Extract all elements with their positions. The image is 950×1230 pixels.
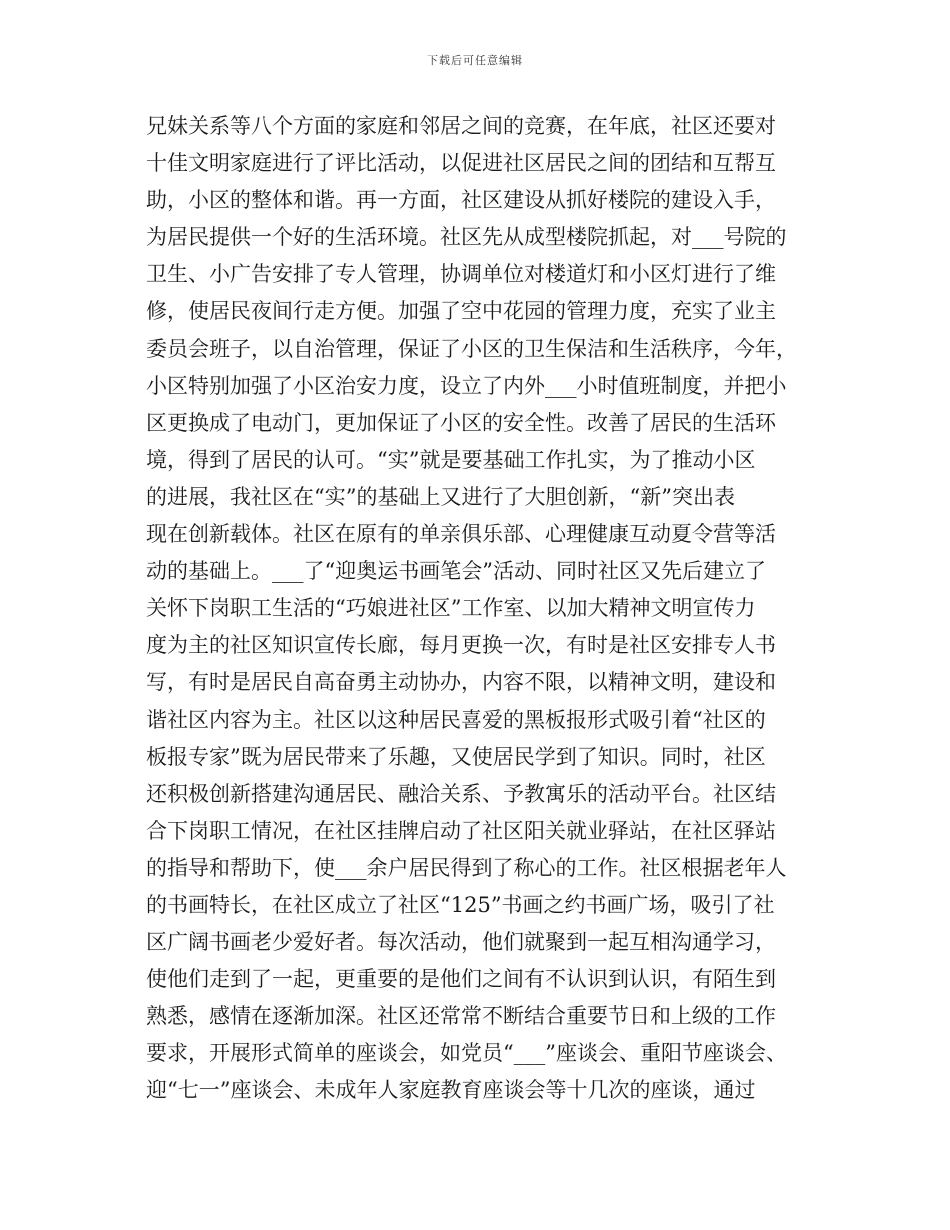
text-line: 动的基础上。___了“迎奥运书画笔会”活动、同时社区又先后建立了 bbox=[146, 559, 766, 584]
text-line: 小区特别加强了小区治安力度，设立了内外___小时值班制度，并把小 bbox=[146, 373, 787, 398]
text-line: 助，小区的整体和谐。再一方面，社区建设从抓好楼院的建设入手， bbox=[146, 188, 776, 213]
text-line: 十佳文明家庭进行了评比活动，以促进社区居民之间的团结和互帮互 bbox=[146, 151, 776, 176]
text-line: 区广阔书画老少爱好者。每次活动，他们就聚到一起互相沟通学习， bbox=[146, 930, 776, 955]
text-line: 还积极创新搭建沟通居民、融洽关系、予教寓乐的活动平台。社区结 bbox=[146, 781, 776, 806]
page-header: 下载后可任意编辑 bbox=[427, 54, 523, 67]
text-line: 写，有时是居民自高奋勇主动协办，内容不限，以精神文明，建设和 bbox=[146, 670, 776, 695]
text-line: 卫生、小广告安排了专人管理，协调单位对楼道灯和小区灯进行了维 bbox=[146, 262, 776, 287]
text-line: 兄妹关系等八个方面的家庭和邻居之间的竞赛，在年底，社区还要对 bbox=[146, 114, 776, 138]
text-line: 的书画特长，在社区成立了社区“125”书画之约书画广场，吸引了社 bbox=[146, 892, 775, 917]
text-line: 关怀下岗职工生活的“巧娘进社区”工作室、以加大精神文明宣传力 bbox=[146, 596, 756, 621]
text-line: 迎“七一”座谈会、未成年人家庭教育座谈会等十几次的座谈，通过 bbox=[146, 1078, 756, 1103]
text-line: 修，使居民夜间行走方便。加强了空中花园的管理力度，充实了业主 bbox=[146, 299, 776, 324]
text-line: 的指导和帮助下，使___余户居民得到了称心的工作。社区根据老年人 bbox=[146, 855, 787, 880]
text-line: 的进展，我社区在“实”的基础上又进行了大胆创新，“新”突出表 bbox=[146, 484, 735, 509]
text-line: 境，得到了居民的认可。“实”就是要基础工作扎实，为了推动小区 bbox=[146, 447, 756, 472]
text-line: 使他们走到了一起，更重要的是他们之间有不认识到认识，有陌生到 bbox=[146, 967, 776, 992]
text-line: 要求，开展形式简单的座谈会，如党员“___”座谈会、重阳节座谈会、 bbox=[146, 1041, 787, 1066]
text-line: 谐社区内容为主。社区以这种居民喜爱的黑板报形式吸引着“社区的 bbox=[146, 707, 766, 732]
body-text bbox=[146, 108, 818, 1110]
text-line: 度为主的社区知识宣传长廊，每月更换一次，有时是社区安排专人书 bbox=[146, 633, 776, 658]
text-line: 区更换成了电动门，更加保证了小区的安全性。改善了居民的生活环 bbox=[146, 410, 776, 435]
text-line: 现在创新载体。社区在原有的单亲俱乐部、心理健康互动夏令营等活 bbox=[146, 522, 776, 547]
text-line: 熟悉，感情在逐渐加深。社区还常常不断结合重要节日和上级的工作 bbox=[146, 1004, 776, 1029]
text-line: 为居民提供一个好的生活环境。社区先从成型楼院抓起，对___号院的 bbox=[146, 225, 787, 250]
text-line: 板报专家”既为居民带来了乐趣，又使居民学到了知识。同时，社区 bbox=[146, 744, 766, 769]
text-line: 委员会班子，以自治管理，保证了小区的卫生保洁和生活秩序，今年， bbox=[146, 336, 797, 361]
text-line: 合下岗职工情况，在社区挂牌启动了社区阳关就业驿站，在社区驿站 bbox=[146, 818, 776, 843]
